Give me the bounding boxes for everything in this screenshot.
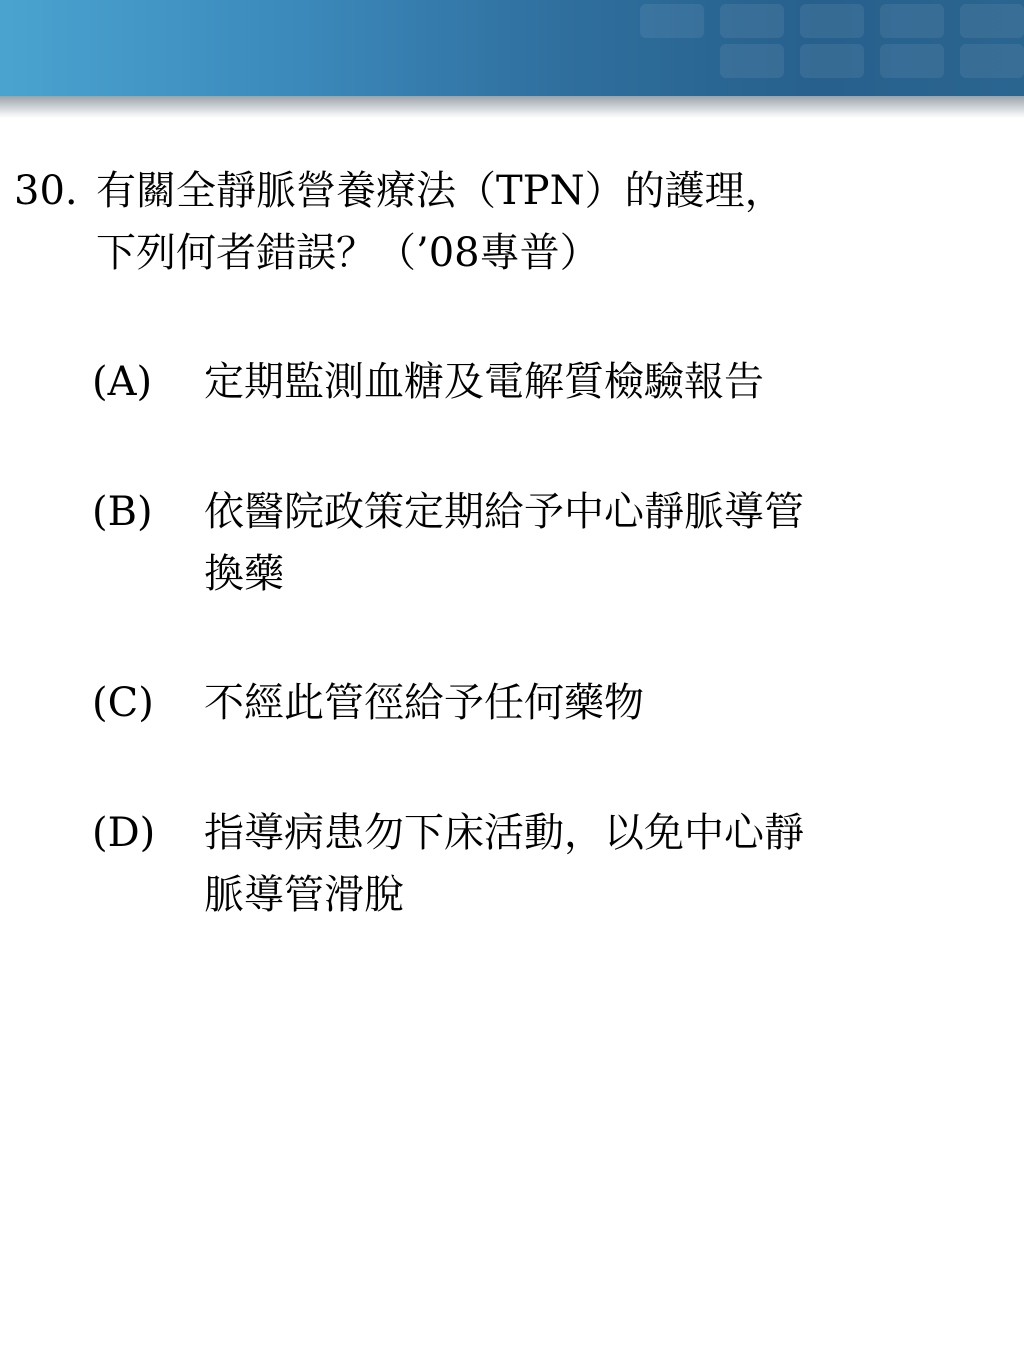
banner-decoration: [720, 4, 784, 38]
banner-decoration: [640, 4, 704, 38]
question-number: 30.: [14, 168, 78, 214]
banner-decoration: [800, 4, 864, 38]
banner-decoration: [960, 4, 1024, 38]
banner-decoration: [960, 44, 1024, 78]
option-line: 定期監測血糖及電解質檢驗報告: [204, 359, 764, 405]
banner-decoration: [720, 44, 784, 78]
option-text: [204, 802, 1004, 926]
option-label: (C): [92, 680, 154, 726]
banner-decoration: [880, 44, 944, 78]
option-line: 不經此管徑給予任何藥物: [204, 680, 644, 726]
option-line: 換藥: [204, 551, 284, 597]
question-line: 下列何者錯誤？（’08專普）: [96, 230, 600, 276]
option-text: [204, 481, 1004, 605]
banner-divider: [0, 96, 1024, 118]
banner-decoration: [800, 44, 864, 78]
banner-decoration: [880, 4, 944, 38]
option-label: (D): [92, 810, 156, 856]
question-text: [96, 160, 996, 284]
option-text: [204, 351, 1004, 413]
option-text: [204, 672, 1004, 734]
option-line: 指導病患勿下床活動，以免中心靜: [204, 810, 804, 856]
option-line: 脈導管滑脫: [204, 872, 404, 918]
option-line: 依醫院政策定期給予中心靜脈導管: [204, 489, 804, 535]
header-banner: [0, 0, 1024, 96]
option-label: (A): [92, 359, 153, 405]
question-line: 有關全靜脈營養療法（TPN）的護理，: [96, 168, 785, 214]
option-label: (B): [92, 489, 153, 535]
